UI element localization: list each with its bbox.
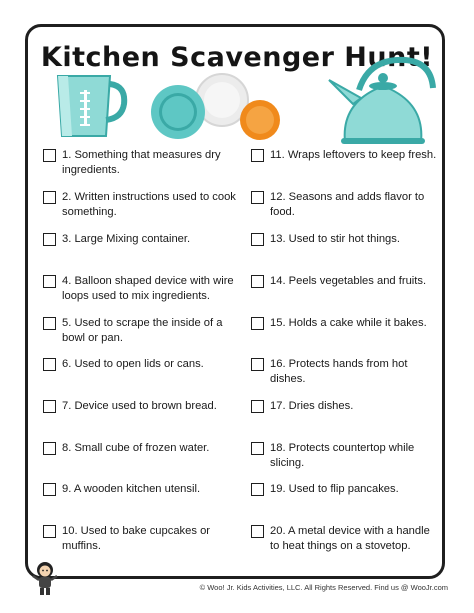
checkbox[interactable] bbox=[251, 483, 264, 496]
checkbox[interactable] bbox=[43, 275, 56, 288]
checkbox[interactable] bbox=[251, 317, 264, 330]
checkbox[interactable] bbox=[43, 191, 56, 204]
checkbox[interactable] bbox=[43, 149, 56, 162]
tea-kettle-icon bbox=[325, 52, 441, 146]
checkbox[interactable] bbox=[43, 400, 56, 413]
page-title: Kitchen Scavenger Hunt! bbox=[40, 42, 434, 73]
checkbox[interactable] bbox=[251, 525, 264, 538]
checkbox[interactable] bbox=[43, 525, 56, 538]
checkbox[interactable] bbox=[251, 442, 264, 455]
checkbox[interactable] bbox=[43, 233, 56, 246]
checkbox[interactable] bbox=[43, 442, 56, 455]
checkbox[interactable] bbox=[43, 317, 56, 330]
checkbox[interactable] bbox=[251, 149, 264, 162]
plates-icon bbox=[150, 72, 285, 144]
checkbox[interactable] bbox=[251, 233, 264, 246]
mascot-icon bbox=[30, 560, 60, 596]
checkbox[interactable] bbox=[251, 358, 264, 371]
checkbox[interactable] bbox=[251, 275, 264, 288]
copyright-footer: © Woo! Jr. Kids Activities, LLC. All Rights Reserved. Find us @ WooJr.com bbox=[199, 583, 448, 592]
checkbox[interactable] bbox=[43, 483, 56, 496]
checkbox[interactable] bbox=[251, 191, 264, 204]
checkbox[interactable] bbox=[251, 400, 264, 413]
checkbox[interactable] bbox=[43, 358, 56, 371]
measuring-cup-icon bbox=[50, 72, 128, 140]
